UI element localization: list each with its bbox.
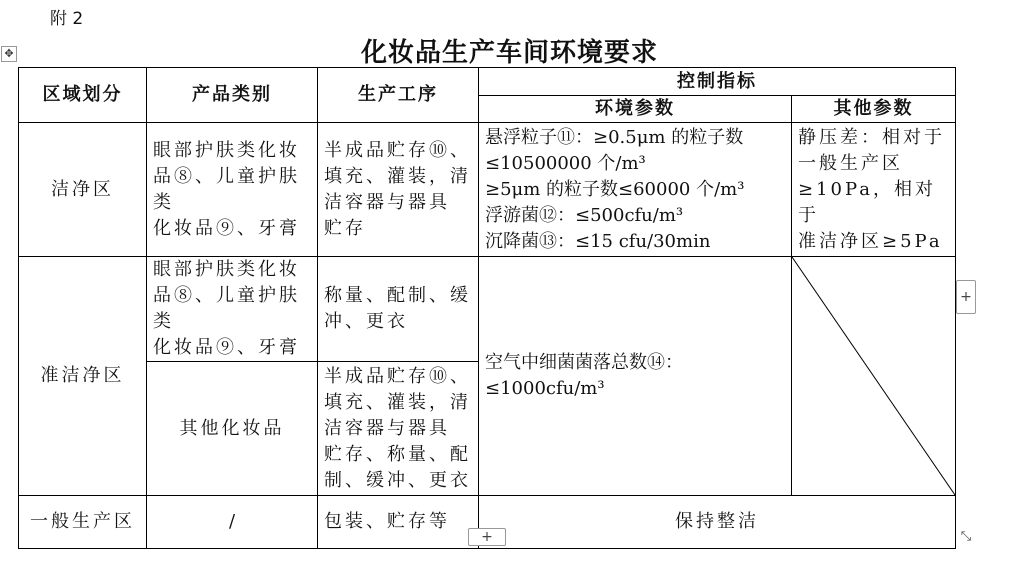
line: 准洁净区≥5Pa — [798, 230, 943, 252]
table-move-handle-icon[interactable]: ✥ — [1, 46, 17, 62]
line: 空气中细菌菌落总数⑭： — [485, 352, 683, 373]
line: 半成品贮存⑩、 — [324, 365, 471, 387]
line: ≤1000cfu/m³ — [485, 378, 605, 399]
cell-semi-other-diagonal — [792, 257, 956, 496]
line: 贮存 — [324, 217, 366, 239]
cell-general-zone: 一般生产区 — [19, 496, 147, 549]
cell-semi-process-a — [318, 257, 479, 362]
line: 冲、更衣 — [324, 311, 408, 332]
line: 化妆品⑨、牙膏 — [153, 337, 300, 358]
cell-semi-env — [479, 257, 792, 496]
header-zone: 区域划分 — [19, 68, 147, 123]
header-category: 产品类别 — [147, 68, 318, 123]
line: 品⑧、儿童护肤类 — [153, 165, 300, 213]
line: 品⑧、儿童护肤类 — [153, 285, 300, 332]
line: 浮游菌⑫：≤500cfu/m³ — [485, 204, 684, 226]
cell-semi-zone: 准洁净区 — [19, 257, 147, 496]
line: 沉降菌⑬：≤15 cfu/30min — [485, 230, 711, 252]
page-title: 化妆品生产车间环境要求 — [360, 38, 658, 68]
cell-semi-category-a — [147, 257, 318, 362]
cell-general-category: / — [147, 496, 318, 549]
line: ≥5μm 的粒子数≤60000 个/m³ — [485, 178, 745, 200]
line: 化妆品⑨、牙膏 — [153, 217, 300, 239]
add-column-button[interactable]: + — [956, 280, 976, 314]
line: ≥10Pa，相对于 — [798, 178, 937, 226]
line: ≤10500000 个/m³ — [485, 152, 646, 174]
line: 眼部护肤类化妆 — [153, 259, 300, 280]
line: 洁容器与器具 — [324, 191, 450, 213]
line: 贮存、称量、配 — [324, 443, 471, 465]
line: 眼部护肤类化妆 — [153, 139, 300, 161]
line: 半成品贮存⑩、 — [324, 139, 471, 161]
line: 填充、灌装，清 — [324, 165, 471, 187]
line: 称量、配制、缓 — [324, 285, 471, 306]
header-process: 生产工序 — [318, 68, 479, 123]
cell-semi-process-b — [318, 362, 479, 496]
cell-general-env: 保持整洁 — [479, 496, 956, 549]
annex-label: 附 2 — [50, 9, 84, 29]
line: 洁容器与器具 — [324, 417, 450, 439]
header-control: 控制指标 — [479, 68, 956, 96]
add-row-button[interactable]: + — [468, 528, 506, 546]
cell-clean-env — [479, 123, 792, 257]
line: 制、缓冲、更衣 — [324, 469, 471, 491]
cell-clean-other — [792, 123, 956, 257]
header-other-params: 其他参数 — [792, 96, 956, 123]
line: 一般生产区 — [798, 152, 903, 174]
diagonal-line — [792, 257, 955, 495]
cell-semi-category-b: 其他化妆品 — [147, 362, 318, 496]
cell-clean-process — [318, 123, 479, 257]
table-resize-icon[interactable]: ⤡ — [960, 529, 972, 544]
header-env-params: 环境参数 — [479, 96, 792, 123]
line: 填充、灌装，清 — [324, 391, 471, 413]
line: 悬浮粒子⑪：≥0.5μm 的粒子数 — [485, 126, 744, 148]
environment-table — [18, 67, 956, 549]
cell-general-process: 包装、贮存等 — [318, 496, 479, 549]
cell-clean-category — [147, 123, 318, 257]
line: 静压差：相对于 — [798, 126, 945, 148]
cell-clean-zone: 洁净区 — [19, 123, 147, 257]
